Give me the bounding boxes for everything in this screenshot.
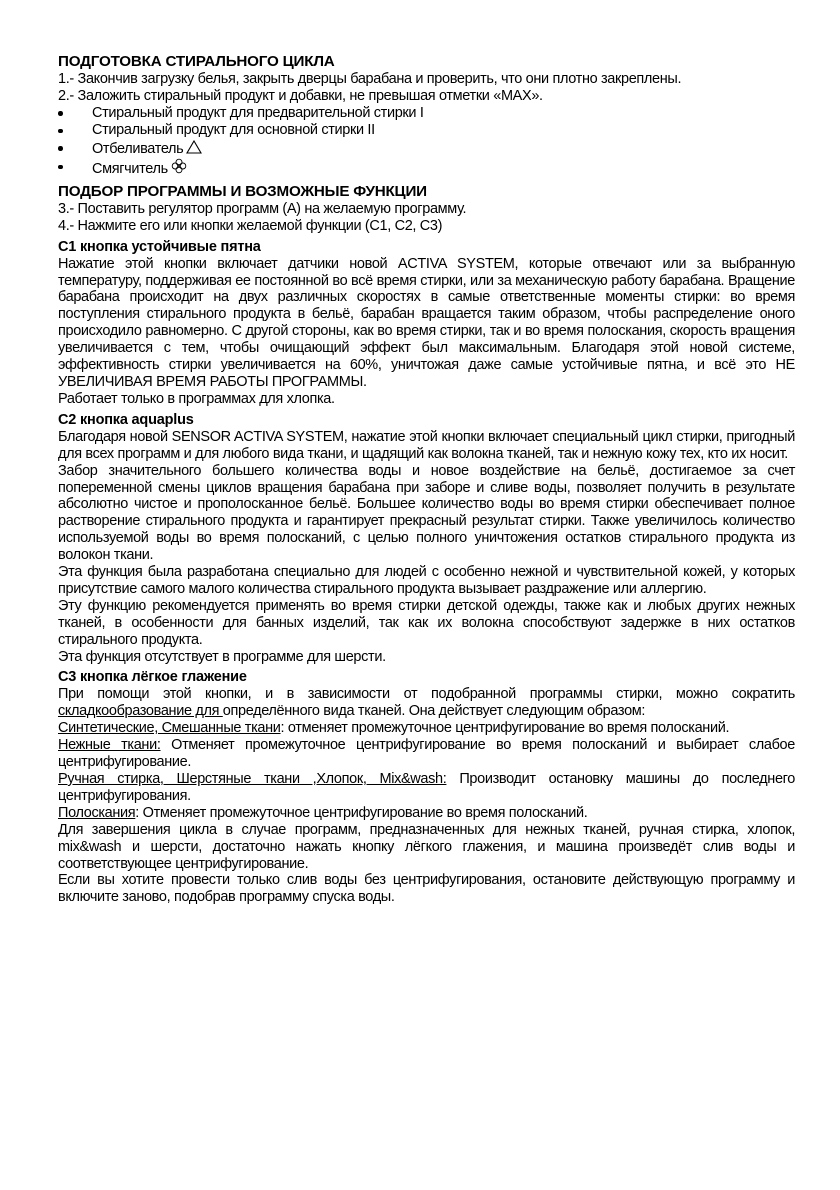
c1-note: Работает только в программах для хлопка. (58, 390, 335, 407)
c3-item-label: Нежные ткани: (58, 737, 161, 754)
c3-item-rinse (58, 805, 795, 822)
heading-c1: C1 кнопка устойчивые пятна (58, 238, 261, 255)
heading-select: ПОДБОР ПРОГРАММЫ И ВОЗМОЖНЫЕ ФУНКЦИИ (58, 182, 427, 200)
c3-item-text: Отменяет промежуточное центрифугирование во время полосканий и выбирает слабое центрифугирование. (58, 737, 795, 771)
c2-paragraph-4: Эту функцию рекомендуется применять во время стирки детской одежды, также как и любых других нежных тканей, в особенности для банных изделий, так как их волокна способствуют задержке в них остатков стирального продукта. (58, 597, 795, 648)
list-item-text: Стиральный продукт для предварительной стирки I (92, 104, 424, 121)
bullet-dot (58, 111, 63, 116)
c3-item-label: Ручная стирка, Шерстяные ткани ,Хлопок, Mix&wash: (58, 771, 447, 787)
c3-item-label: Полоскания (58, 804, 136, 821)
softener-flower-icon (171, 158, 187, 174)
document-page (58, 52, 795, 906)
list-item-text: Отбеливатель (92, 140, 184, 157)
c2-paragraph-2: Забор значительного большего количества воды и новое воздействие на бельё, достигаемое за счет попеременной смены циклов вращения барабана при заборе и сливе воды, позволяет получить в результате абсолютно чистое и прополосканное бельё. Большее количество воды во время стирки обеспечивает полное растворение стирального продукта и гарантирует прекрасный результат стирки. Также увеличилось количество используемой воды во время полосканий, с целью полного уничтожения остатков стирального продукта из волокон ткани. (58, 462, 795, 564)
c3-intro-text-b: определённого вида тканей. Она действует следующим образом: (222, 703, 646, 720)
c1-paragraph: Нажатие этой кнопки включает датчики новой ACTIVA SYSTEM, которые отвечают или за выбранную температуру, поддерживая ее постоянной во всё время стирки, или за механическую работу барабана. Вращение барабана происходит на двух различных скоростях в самые ответственные моменты стирки: во время поступления стирального продукта в бельё, барабан вращается таким образом, чтобы распределение оного происходило равномерно. С другой стороны, как во время стирки, так и во время полоскания, скорость вращения увеличивается с тем, чтобы очищающий эффект был максимальным. Благодаря этой новой системе, эффективность стирки увеличивается на 60%, уничтожая даже самые устойчивые пятна, и всё это НЕ УВЕЛИЧИВАЯ ВРЕМЯ РАБОТЫ ПРОГРАММЫ. (58, 255, 795, 390)
heading-prep: ПОДГОТОВКА СТИРАЛЬНОГО ЦИКЛА (58, 53, 335, 70)
step-3: 3.- Поставить регулятор программ (A) на желаемую программу. (58, 200, 467, 217)
bullet-dot (58, 146, 63, 151)
c3-item-label: Синтетические, Смешанные ткани (58, 720, 281, 737)
c2-paragraph-1: Благодаря новой SENSOR ACTIVA SYSTEM, нажатие этой кнопки включает специальный цикл стирки, пригодный для всех программ и для любого вида ткани, и щадящий как волокна тканей, так и нежную кожу тех, кто их носит. (58, 428, 795, 462)
list-item-text: Стиральный продукт для основной стирки II (92, 122, 375, 139)
c3-item-delicate (58, 737, 795, 771)
step-4: 4.- Нажмите его или кнопки желаемой функции (C1, C2, C3) (58, 217, 443, 234)
list-item-text: Смягчитель (92, 161, 168, 178)
c3-intro (58, 686, 795, 720)
bullet-dot (58, 129, 63, 134)
c3-intro-text-a: При помощи этой кнопки, и в зависимости от подобранной программы стирки, можно сократить (58, 686, 795, 703)
c3-item-handwash (58, 771, 795, 805)
step-1: 1.- Закончив загрузку белья, закрыть дверцы барабана и проверить, что они плотно закреплены. (58, 71, 682, 87)
c3-item-synthetic (58, 720, 795, 737)
list-item (58, 158, 795, 179)
list-item (58, 140, 795, 159)
detergent-list (58, 105, 795, 179)
c3-intro-underlined: складкообразование для (58, 703, 223, 720)
c3-paragraph-end-2: Если вы хотите провести только слив воды без центрифугирования, остановите действующую программу и включите заново, подобрав программу спуска воды. (58, 872, 795, 906)
bleach-triangle-icon (186, 140, 202, 154)
c3-item-text: : отменяет промежуточное центрифугирование во время полосканий. (280, 720, 730, 737)
list-item (58, 105, 795, 123)
heading-c2: C2 кнопка aquaplus (58, 411, 194, 428)
bullet-dot (58, 165, 63, 170)
c3-paragraph-end-1: Для завершения цикла в случае программ, предназначенных для нежных тканей, ручная стирка, хлопок, mix&wash и шерсти, достаточно нажать кнопку лёгкого глажения, и машина произведёт слив воды и соответствующее центрифугирование. (58, 821, 795, 872)
step-2: 2.- Заложить стиральный продукт и добавки, не превышая отметки «MAX». (58, 87, 543, 104)
list-item (58, 122, 795, 140)
c2-paragraph-3: Эта функция была разработана специально для людей с особенно нежной и чувствительной кожей, у которых присутствие самого малого количества стирального продукта вызывает раздражение или аллергию. (58, 564, 795, 597)
c2-note: Эта функция отсутствует в программе для шерсти. (58, 648, 386, 665)
c3-item-text: : Отменяет промежуточное центрифугирование во время полосканий. (135, 804, 588, 821)
heading-c3: C3 кнопка лёгкое глажение (58, 669, 247, 686)
c3-item-text: Производит остановку машины до последнего центрифугирования. (58, 771, 796, 804)
